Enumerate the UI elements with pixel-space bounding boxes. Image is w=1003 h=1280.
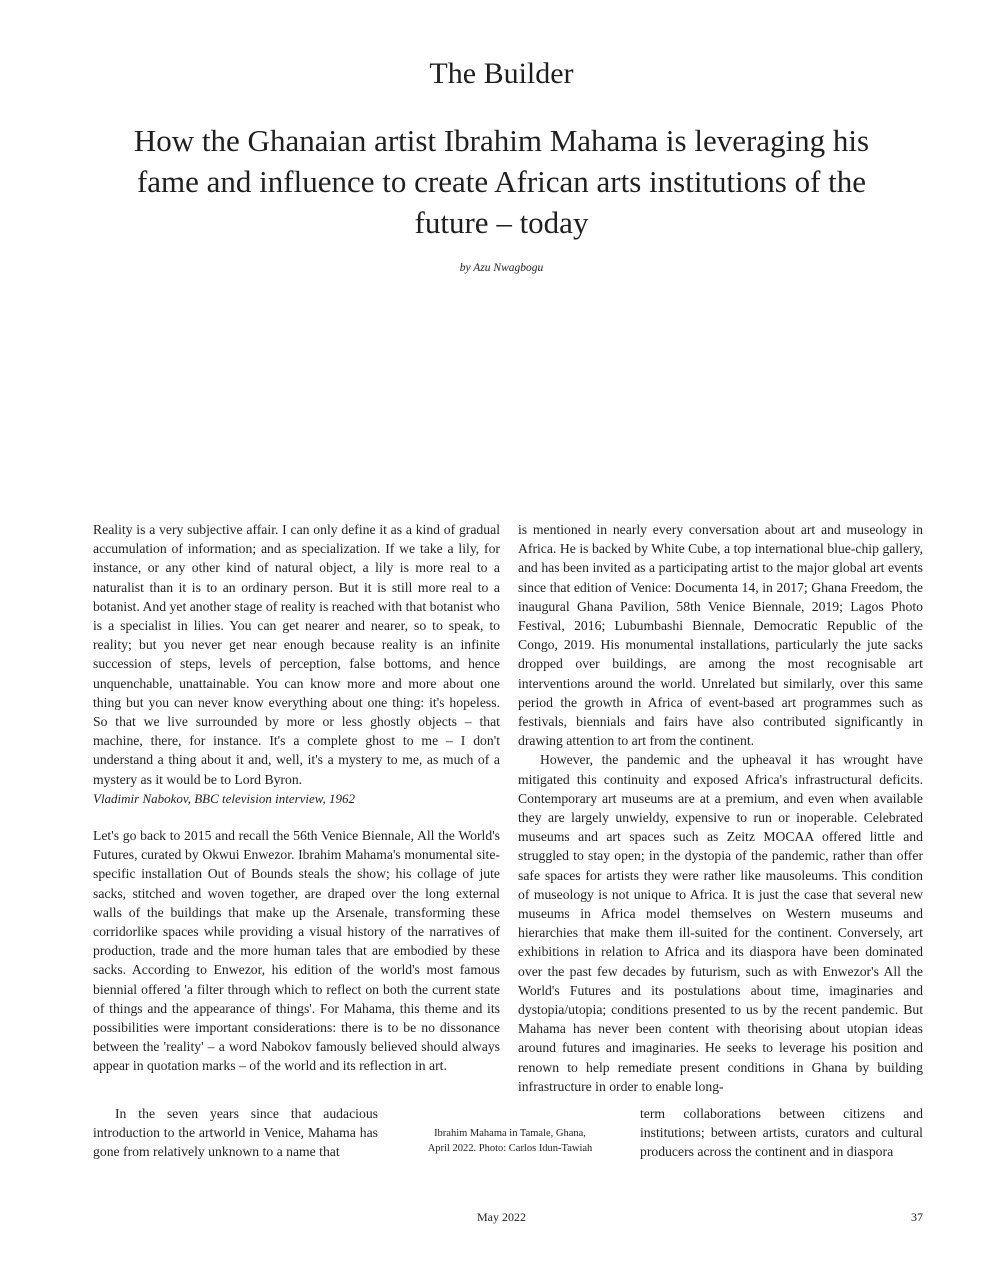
section-title: The Builder <box>429 57 574 90</box>
left-column-bottom <box>93 1104 378 1162</box>
photo-caption <box>410 1126 610 1156</box>
body-paragraph-4: However, the pandemic and the upheaval it has wrought have mitigated this continuity and exposed Africa's infrastructural deficits. Contemporary art museums are at a premium, and even when available they are largely unwieldy, expensive to run or inoperable. Celebrated museums and art spaces such as Zeitz MOCAA offered little and struggled to stay open; in the dystopia of the pandemic, rather than offer safe spaces for artists they were rather like mausoleums. This condition of museology is not unique to Africa. It is just the case that several new museums in Africa model themselves on Western museums and hierarchies that make them ill-suited for the continent. Conversely, art exhibitions in relation to Africa and its diaspora have been dominated over the past few decades by futurism, such as with Enwezor's All the World's Futures and its postulations about time, imaginaries and dystopia/utopia; conditions presented to us by the recent pandemic. But Mahama has never been content with theorising about utopian ideas around futures and imaginaries. He seeks to leverage his position and renown to help remediate present conditions in Ghana by building infrastructure in order to enable long- <box>518 752 923 1094</box>
page-number: 37 <box>911 1210 923 1224</box>
left-column <box>93 520 500 1076</box>
caption-line-2: April 2022. Photo: Carlos Idun-Tawiah <box>427 1143 593 1154</box>
byline: by Azu Nwagbogu <box>459 262 544 274</box>
footer-date: May 2022 <box>477 1210 526 1224</box>
caption-line-1: Ibrahim Mahama in Tamale, Ghana, <box>434 1128 586 1139</box>
body-paragraph-2: In the seven years since that audacious introduction to the artworld in Venice, Mahama has gone from relatively unknown to a name that <box>93 1106 378 1160</box>
headline: How the Ghanaian artist Ibrahim Mahama is leveraging his fame and influence to create African arts institutions of the future – today <box>133 123 870 240</box>
epigraph-text: Reality is a very subjective affair. I can only define it as a kind of gradual accumulation of information; and as specialization. If we take a lily, for instance, or any other kind of natural object, a lily is more real to a naturalist than it is to an ordinary person. But it is still more real to a botanist. And yet another stage of reality is reached with that botanist who is a specialist in lilies. You can get nearer and nearer, so to speak, to reality; but you never get near enough because reality is an infinite succession of steps, levels of perception, false bottoms, and hence unquenchable, unattainable. You can know more and more about one thing but you can never know everything about one thing: it's hopeless. So that we live surrounded by more or less ghostly objects – that machine, there, for instance. It's a complete ghost to me – I don't understand a thing about it and, well, it's a mystery to me, as much of a mystery as it would be to Lord Byron. <box>93 522 500 787</box>
body-paragraph-1: Let's go back to 2015 and recall the 56th Venice Biennale, All the World's Futures, curated by Okwui Enwezor. Ibrahim Mahama's monumental site-specific installation Out of Bounds steals the show; his collage of jute sacks, stitched and woven together, are draped over the long external walls of the buildings that make up the Arsenale, transforming these corridorlike spaces while providing a visual history of the narratives of production, trade and the more human tales that are embodied by these sacks. According to Enwezor, his edition of the world's most famous biennial offered 'a filter through which to reflect on both the current state of things and the appearance of things'. For Mahama, this theme and its possibilities were important considerations: there is to be no dissonance between the 'reality' – a word Nabokov famously believed should always appear in quotation marks – of the world and its reflection in art. <box>93 828 500 1074</box>
right-column <box>518 520 923 1096</box>
right-column-bottom <box>640 1104 923 1162</box>
body-paragraph-5: term collaborations between citizens and institutions; between artists, curators and cultural producers across the continent and in diaspora <box>640 1106 923 1160</box>
body-paragraph-3: is mentioned in nearly every conversation about art and museology in Africa. He is backed by White Cube, a top international blue-chip gallery, and has been invited as a participating artist to the major global art events since that edition of Venice: Documenta 14, in 2017; Ghana Freedom, the inaugural Ghana Pavilion, 58th Venice Biennale, 2019; Lagos Photo Festival, 2016; Lubumbashi Biennale, Democratic Republic of the Congo, 2019. His monumental installations, particularly the jute sacks dropped over buildings, are among the most recognisable art interventions around the world. Unrelated but similarly, over this same period the growth in Africa of event-based art programmes such as festivals, biennials and fairs have also contributed significantly in drawing attention to art from the continent. <box>518 522 923 749</box>
epigraph-source: Vladimir Nabokov, BBC television interview, 1962 <box>93 790 355 806</box>
